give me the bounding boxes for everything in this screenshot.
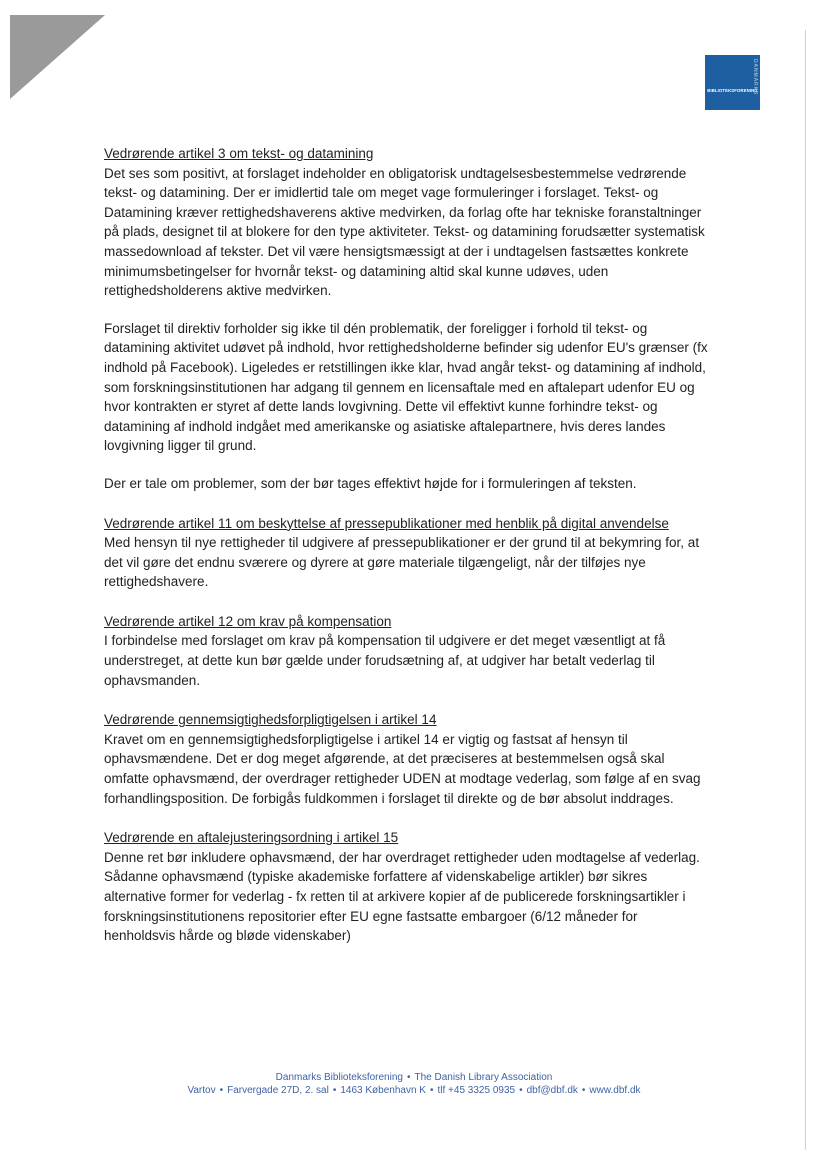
section-heading: Vedrørende gennemsigtighedsforpligtigelsen i artikel 14 [104, 712, 437, 728]
section-heading: Vedrørende artikel 12 om krav på kompensation [104, 613, 392, 629]
footer-line-1 [0, 1071, 828, 1084]
footer-separator: • [581, 1085, 586, 1096]
footer-email-link[interactable]: dbf@dbf.dk [526, 1085, 578, 1096]
page-corner-fold [10, 15, 105, 99]
letter-footer [0, 1071, 828, 1097]
footer-separator: • [219, 1085, 224, 1096]
footer-line-2 [0, 1084, 828, 1097]
footer-street: Farvergade 27D, 2. sal [227, 1085, 329, 1096]
paragraph: Der er tale om problemer, som der bør tages effektivt højde for i formuleringen af teksten. [104, 475, 637, 491]
letter-body [104, 144, 710, 966]
footer-separator: • [406, 1072, 411, 1083]
section-article-12 [104, 612, 710, 690]
section-heading: Vedrørende artikel 11 om beskyttelse af pressepublikationer med henblik på digital anvendelse [104, 515, 669, 531]
section-article-11 [104, 514, 710, 592]
paragraph: Med hensyn til nye rettigheder til udgivere af pressepublikationer er der grund til at bekymring for, at det vil gøre det endnu sværere og dyrere at gøre materiale tilgængeligt, når der tilføjes nye rettighedshavere. [104, 535, 700, 590]
paragraph: Denne ret bør inkludere ophavsmænd, der har overdraget rettigheder uden modtagelse af vederlag. Sådanne ophavsmænd (typiske akademiske forfattere af videnskabelige artikler) bør sikres alternative former for vederlag - fx retten til at arkivere kopier af de publicerede forskningsartikler i forskningsinstitutionens repositorier efter EU egne fastsatte embargoer (6/12 måneder for henholdsvis hårde og bløde videnskaber) [104, 849, 700, 944]
footer-website-link[interactable]: www.dbf.dk [589, 1085, 641, 1096]
section-heading: Vedrørende en aftalejusteringsordning i artikel 15 [104, 830, 399, 846]
logo-text: BIBLIOTEKSFORENING [707, 88, 758, 93]
footer-separator: • [332, 1085, 337, 1096]
footer-city: 1463 København K [340, 1085, 426, 1096]
footer-phone: tlf +45 3325 0935 [437, 1085, 516, 1096]
section-article-15 [104, 828, 710, 946]
dbf-logo [705, 55, 760, 110]
section-article-3 [104, 144, 710, 494]
section-article-14 [104, 710, 710, 808]
footer-org-name-en: The Danish Library Association [414, 1072, 553, 1083]
logo-vertical-text: DANMARKS [752, 59, 758, 96]
paragraph: Kravet om en gennemsigtighedsforpligtigelse i artikel 14 er vigtig og fastsat af hensyn til ophavsmændene. Det er dog meget afgørende, at det præciseres at bestemmelsen også skal omfatte ophavsmænd, der overdrager rettigheder UDEN at modtage vederlag, som følge af en svag forhandlingsposition. De forbigås fuldkommen i forslaget til direkte og de bør absolut inddrages. [104, 731, 701, 806]
paragraph: Forslaget til direktiv forholder sig ikke til dén problematik, der foreligger i forhold til tekst- og datamining aktivitet udøvet på indhold, hvor rettighedsholderne befinder sig udenfor EU's grænser (fx indhold på Facebook). Ligeledes er retstillingen ikke klar, hvad angår tekst- og datamining af indhold, som forskningsinstitutionen har adgang til gennem en licensaftale med en aftalepart udenfor EU og hvor kontrakten er styret af dette lands lovgivning. Dette vil effektivt kunne forhindre tekst- og datamining af indhold indgået med amerikanske og asiatiske aftalepartnere, hvis deres landes lovgivning ligger til grund. [104, 320, 708, 454]
paragraph: Det ses som positivt, at forslaget indeholder en obligatorisk undtagelsesbestemmelse vedrørende tekst- og datamining. Der er imidlertid tale om meget vage formuleringer i forslaget. Tekst- og Datamining kræver rettighedshaverens aktive medvirken, da forlag ofte har tekniske foranstaltninger på plads, designet til at blokere for den type aktiviteter. Tekst- og datamining forudsætter systematisk massedownload af tekster. Det vil være hensigtsmæssigt at der i undtagelsen fastsættes konkrete minimumsbetingelser for hvornår tekst- og datamining altid skal kunne udøves, uden rettighedsholderens aktive medvirken. [104, 165, 705, 299]
footer-venue: Vartov [187, 1085, 216, 1096]
scan-edge [805, 30, 806, 1150]
footer-separator: • [519, 1085, 523, 1096]
section-heading: Vedrørende artikel 3 om tekst- og datamining [104, 146, 374, 161]
footer-separator: • [429, 1085, 434, 1096]
paragraph: I forbindelse med forslaget om krav på kompensation til udgivere er det meget væsentligt at få understreget, at dette kun bør gælde under forudsætning af, at udgiver har betalt vederlag til ophavsmanden. [104, 633, 666, 688]
footer-org-name: Danmarks Biblioteksforening [275, 1072, 403, 1083]
